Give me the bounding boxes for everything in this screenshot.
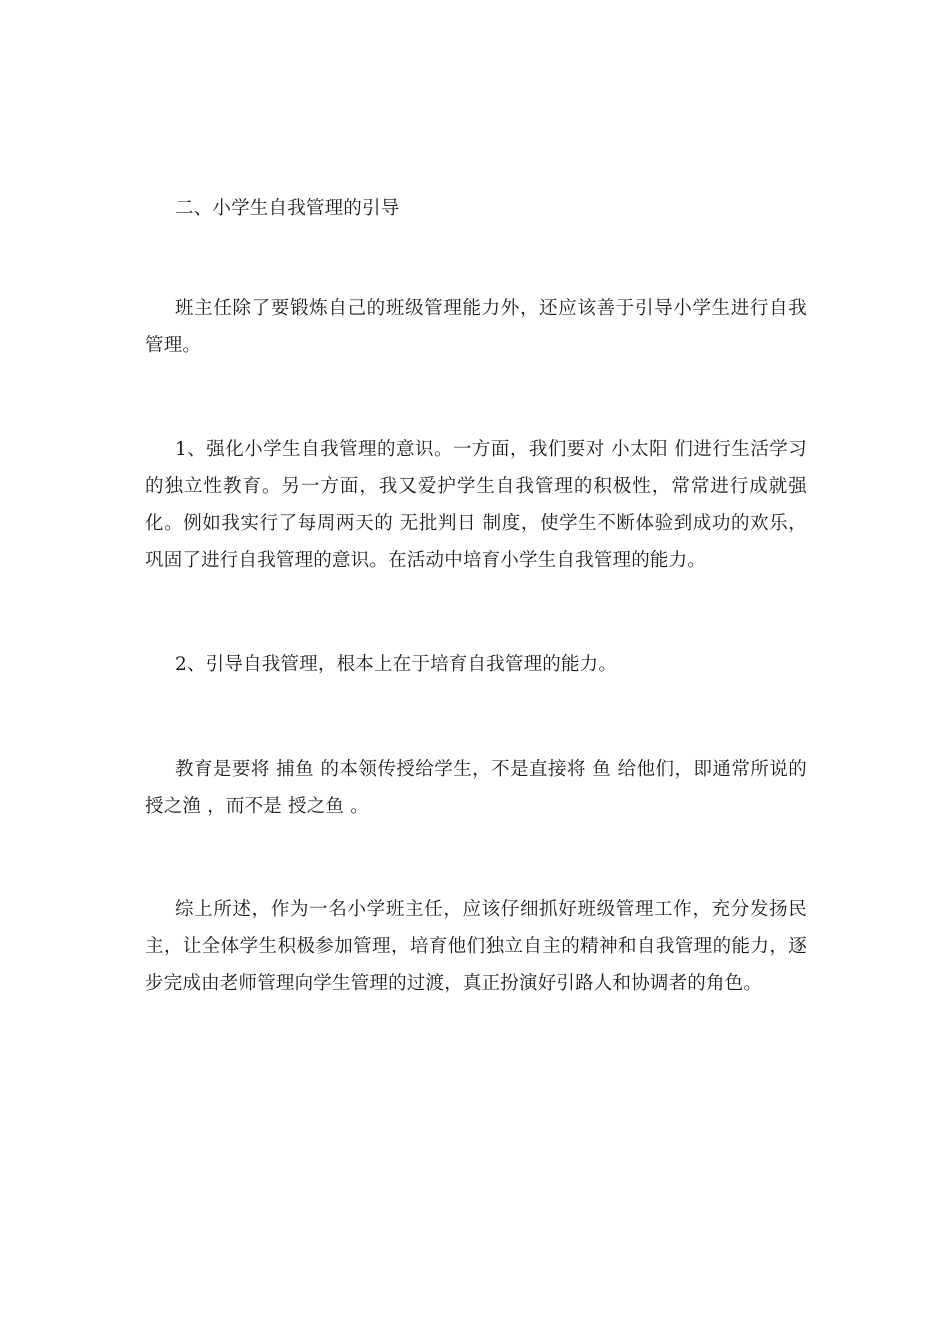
section-heading: 二、小学生自我管理的引导 [175,198,400,219]
paragraph-fishing-metaphor: 教育是要将 捕鱼 的本领传授给学生，不是直接将 鱼 给他们，即通常所说的 授之渔 ，而不是 授之鱼 。 [145,759,807,817]
paragraph-conclusion: 综上所述，作为一名小学班主任，应该仔细抓好班级管理工作，充分发扬民主，让全体学生积极参加管理，培育他们独立自主的精神和自我管理的能力，逐步完成由老师管理向学生管理的过渡，真正扮演好引路人和协调者的角色。 [145,899,807,994]
paragraph-point-2: 2、引导自我管理，根本上在于培育自我管理的能力。 [175,654,618,675]
paragraph-point-1: 1、强化小学生自我管理的意识。一方面，我们要对 小太阳 们进行生活学习的独立性教育。另一方面，我又爱护学生自我管理的积极性，常常进行成就强化。例如我实行了每周两天的 无批判日 制度，使学生不断体验到成功的欢乐，巩固了进行自我管理的意识。在活动中培育小学生自我管理的能力。 [145,439,807,571]
paragraph-intro: 班主任除了要锻炼自己的班级管理能力外，还应该善于引导小学生进行自我管理。 [145,298,807,356]
